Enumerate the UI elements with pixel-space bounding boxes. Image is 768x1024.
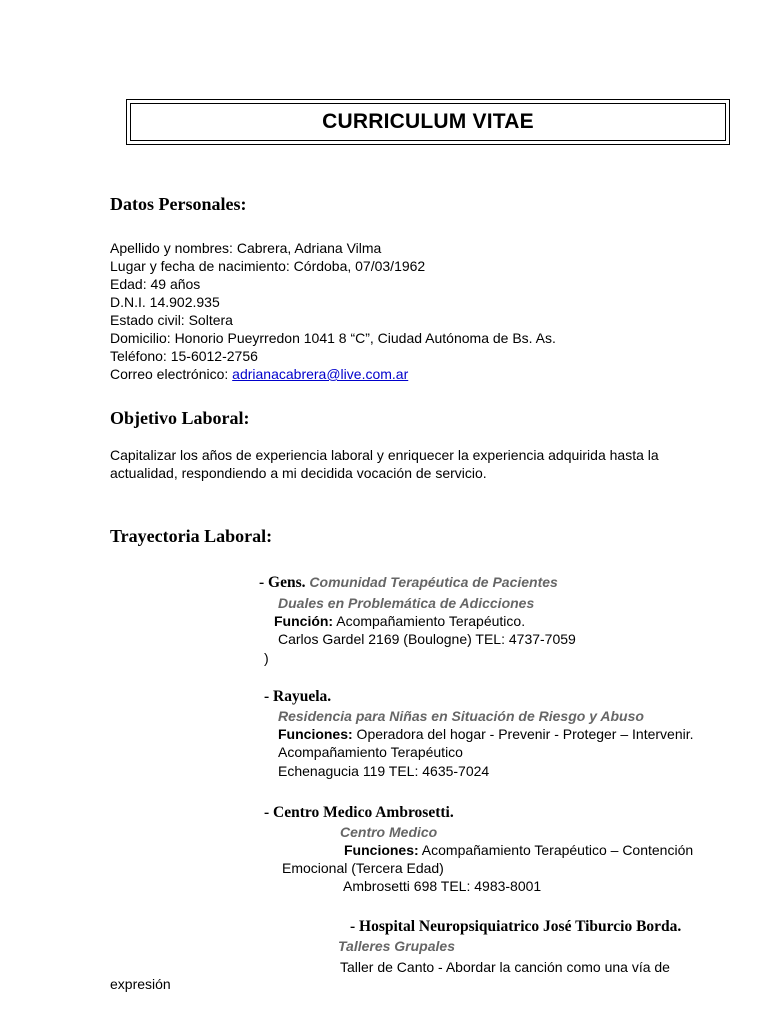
objective-line-2: actualidad, respondiendo a mi decidida vocación de servicio.	[110, 465, 487, 481]
job-borda-title	[350, 918, 681, 936]
job-dash: -	[264, 804, 274, 821]
job-org: Centro Medico Ambrosetti.	[273, 804, 454, 821]
function-label: Funciones:	[344, 842, 419, 858]
job-gens-title	[259, 574, 558, 592]
personal-age: Edad: 49 años	[110, 276, 201, 292]
objective-heading: Objetivo Laboral:	[110, 408, 250, 428]
job-dash: -	[259, 574, 269, 591]
objective-line-1: Capitalizar los años de experiencia laboral y enriquecer la experiencia adquirida hasta la	[110, 447, 659, 463]
job-gens-desc-2: Duales en Problemática de Adicciones	[278, 595, 535, 611]
function-text: Acompañamiento Terapéutico – Contención	[418, 842, 694, 858]
personal-civil-status: Estado civil: Soltera	[110, 312, 233, 328]
personal-address: Domicilio: Honorio Pueyrredon 1041 8 “C”, Ciudad Autónoma de Bs. As.	[110, 330, 556, 346]
job-ambrosetti-function-2: Emocional (Tercera Edad)	[282, 860, 444, 876]
personal-name: Apellido y nombres: Cabrera, Adriana Vilma	[110, 240, 382, 256]
job-dash: -	[264, 688, 274, 705]
function-label: Funciones:	[278, 726, 353, 742]
job-org: Hospital Neuropsiquiatrico José Tiburcio Borda.	[359, 918, 682, 935]
job-rayuela-function-2: Acompañamiento Terapéutico	[278, 744, 463, 760]
job-org: Gens.	[268, 574, 306, 591]
personal-phone: Teléfono: 15-6012-2756	[110, 348, 258, 364]
job-ambrosetti-title	[264, 804, 454, 822]
job-rayuela-function	[278, 725, 694, 743]
title-box	[126, 99, 730, 145]
job-org: Rayuela.	[273, 688, 332, 705]
title-inner-border	[130, 103, 726, 141]
function-text: Acompañamiento Terapéutico.	[333, 613, 526, 629]
job-ambrosetti-address: Ambrosetti 698 TEL: 4983-8001	[343, 878, 542, 894]
job-dash: -	[350, 918, 360, 935]
job-gens-paren: )	[264, 650, 269, 666]
email-label: Correo electrónico:	[110, 366, 233, 382]
function-label: Función:	[274, 613, 334, 629]
email-link[interactable]: adrianacabrera@live.com.ar	[232, 366, 409, 382]
job-rayuela-desc: Residencia para Niñas en Situación de Riesgo y Abuso	[278, 708, 644, 724]
personal-section	[110, 239, 556, 383]
job-gens-function	[274, 612, 525, 630]
personal-birth: Lugar y fecha de nacimiento: Córdoba, 07/03/1962	[110, 258, 426, 274]
job-ambrosetti-desc: Centro Medico	[340, 824, 438, 840]
function-text: Operadora del hogar - Prevenir - Proteger – Intervenir.	[352, 726, 694, 742]
personal-heading: Datos Personales:	[110, 194, 247, 214]
job-ambrosetti-function	[344, 841, 693, 859]
job-borda-desc: Talleres Grupales	[338, 938, 455, 954]
job-rayuela-address: Echenagucia 119 TEL: 4635-7024	[278, 763, 490, 779]
job-desc: Comunidad Terapéutica de Pacientes	[305, 574, 558, 590]
job-borda-line-2: expresión	[110, 976, 171, 992]
personal-email-line	[110, 365, 556, 383]
document-title: CURRICULUM VITAE	[322, 110, 534, 133]
personal-dni: D.N.I. 14.902.935	[110, 294, 220, 310]
job-borda-line-1: Taller de Canto - Abordar la canción como una vía de	[340, 959, 670, 975]
job-rayuela-title	[264, 688, 331, 706]
objective-text	[110, 446, 659, 482]
career-heading: Trayectoria Laboral:	[110, 526, 273, 546]
job-gens-address: Carlos Gardel 2169 (Boulogne) TEL: 4737-7059	[278, 631, 576, 647]
